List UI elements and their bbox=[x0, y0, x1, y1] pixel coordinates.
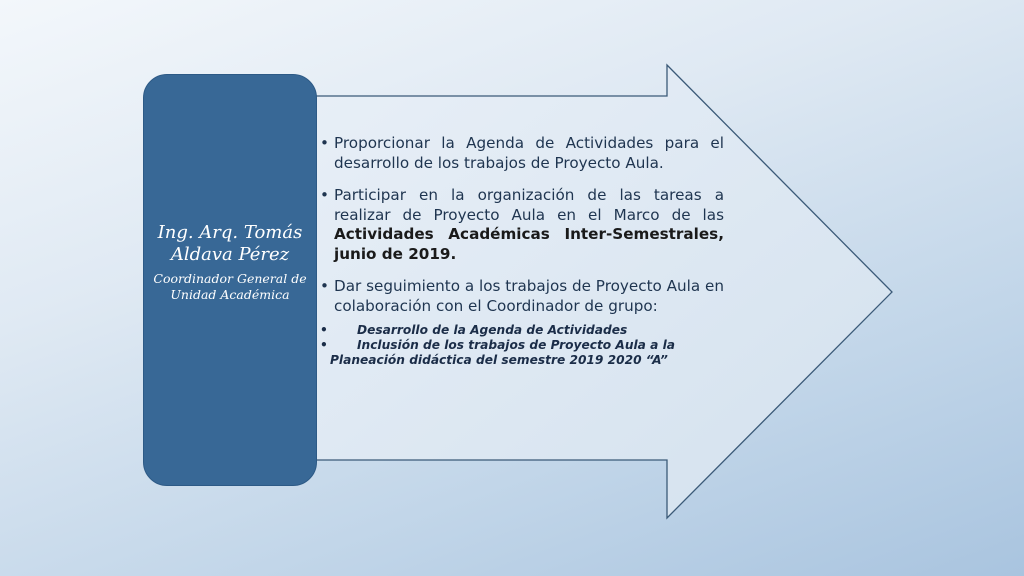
bullet-text: Participar en la organización de las tareas a realizar de Proyecto Aula en el Marco de las bbox=[334, 186, 724, 224]
sub-bullet-item bbox=[320, 323, 724, 338]
bullet-text: Proporcionar la Agenda de Actividades para el desarrollo de los trabajos de Proyecto Aula. bbox=[334, 134, 724, 172]
sub-bullet-text-line2: Planeación didáctica del semestre 2019 2020 “A” bbox=[330, 353, 668, 367]
main-bullet-list bbox=[320, 134, 724, 316]
bullet-text: Dar seguimiento a los trabajos de Proyecto Aula en colaboración con el Coordinador de grupo: bbox=[334, 277, 724, 315]
bullet-item bbox=[320, 277, 724, 316]
sub-bullet-text: Desarrollo de la Agenda de Actividades bbox=[357, 323, 628, 337]
sub-bullet-list bbox=[320, 323, 724, 368]
bullet-bold-text: Actividades Académicas Inter-Semestrales, junio de 2019. bbox=[334, 225, 724, 263]
sub-bullet-item bbox=[320, 338, 724, 368]
bullet-dot-icon: • bbox=[320, 338, 328, 352]
name-block bbox=[150, 222, 310, 303]
content-area bbox=[320, 134, 724, 368]
bullet-item bbox=[320, 134, 724, 173]
bullet-dot-icon: • bbox=[320, 323, 328, 337]
bullet-item bbox=[320, 186, 724, 264]
person-role: Coordinador General de Unidad Académica bbox=[153, 270, 307, 302]
person-name: Ing. Arq. Tomás Aldava Pérez bbox=[157, 221, 303, 265]
sub-bullet-text: Inclusión de los trabajos de Proyecto Aula a la bbox=[357, 338, 676, 352]
name-box bbox=[143, 74, 317, 486]
